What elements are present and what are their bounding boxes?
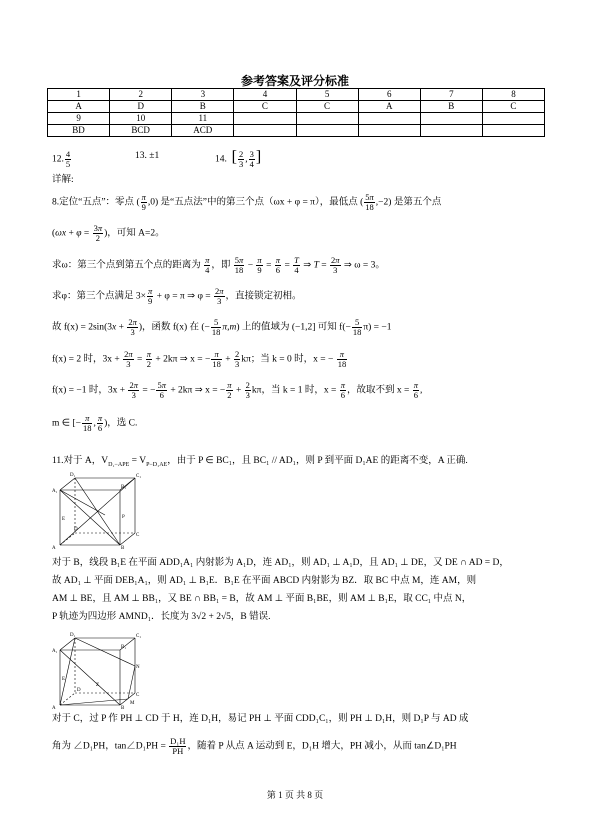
answer-row — [48, 101, 545, 113]
answer-cell: B — [420, 101, 482, 113]
answer-cell: 9 — [48, 113, 110, 125]
q8-line3: 求ω：第三个点到第五个点的距离为 $\frac{\pi}{4}$ ，即 $\frac{5\pi}{18}$ − $\frac{\pi}{9}$ = $\frac{\pi}{6}$ = $\frac{T}{4}$ ⇒ T = $\frac{2\pi}{3}$ ⇒ ω = 3。 — [52, 255, 385, 275]
answer-cell: D — [110, 101, 172, 113]
q11-a-line: 11.对于 A，$V_{D_1-APE} = V_{P-D_1AE}$，由于 P ∈ BC₁，且 BC₁ // AD₁，则 P 到平面 D₁AE 的距离不变，A 正确. — [52, 456, 468, 468]
svg-text:D₁: D₁ — [70, 633, 76, 638]
q8-line2: (ωx + φ = $\frac{3\pi}{2}$ )，可知 A=2。 — [52, 223, 165, 243]
svg-text:A₁: A₁ — [52, 489, 58, 494]
answer-cell: 6 — [358, 89, 420, 101]
svg-text:P: P — [122, 515, 125, 520]
svg-text:D: D — [77, 688, 81, 693]
svg-text:D₁: D₁ — [70, 473, 76, 478]
svg-text:E: E — [62, 677, 66, 682]
answer-cell — [482, 113, 544, 125]
answer-cell: 3 — [172, 89, 234, 101]
answer-row — [48, 113, 545, 125]
answer-cell — [358, 125, 420, 137]
svg-text:B₁: B₁ — [121, 485, 127, 490]
answer-cell: 2 — [110, 89, 172, 101]
answer-cell: 5 — [296, 89, 358, 101]
answer-cell: BD — [48, 125, 110, 137]
answer-row — [48, 89, 545, 101]
svg-text:M: M — [130, 701, 135, 706]
q11-b-line3: AM ⊥ BE，且 AM ⊥ BB₁，又 BE ∩ BB₁ = B，故 AM ⊥ 平面 B₁BE，则 AM ⊥ B₁E，取 CC₁ 中点 N， — [52, 594, 472, 604]
page-footer: 第 1 页 共 8 页 — [266, 790, 324, 800]
svg-text:B: B — [121, 706, 125, 711]
svg-text:B₁: B₁ — [121, 645, 127, 650]
svg-text:C₁: C₁ — [136, 634, 142, 639]
answer-cell: C — [296, 101, 358, 113]
svg-text:A: A — [52, 546, 56, 551]
answer-cell — [482, 125, 544, 137]
answer-cell: BCD — [110, 125, 172, 137]
answer-cell: A — [48, 101, 110, 113]
answer-cell — [358, 113, 420, 125]
q8-line6: f(x) = 2 时，3x + $\frac{2\pi}{3}$ = $\frac{\pi}{2}$ + 2kπ ⇒ x = − $\frac{\pi}{18}$ + $\frac{2}{3}$ kπ；当 k = 0 时，x = − $\frac{\pi}{18}$ — [52, 349, 347, 369]
svg-text:N: N — [136, 665, 140, 670]
answer-cell: 7 — [420, 89, 482, 101]
q8-line4: 求φ：第三个点满足 3× $\frac{\pi}{9}$ + φ = π ⇒ φ = $\frac{2\pi}{3}$ ，直接锁定初相。 — [52, 286, 302, 306]
answer-table — [47, 88, 545, 137]
q11-c-line1: 对于 C，过 P 作 PH ⊥ CD 于 H，连 D₁H，易记 PH ⊥ 平面 CDD₁C₁，则 PH ⊥ D₁H，则 D₁P 与 AD 成 — [52, 714, 469, 724]
svg-text:A₁: A₁ — [52, 649, 58, 654]
q8-line1: 8.定位“五点”：零点 ( $\frac{\pi}{9}$ ,0) 是“五点法”中的第三个点（ωx + φ = π），最低点 ( $\frac{5\pi}{18}$ ,−2) 是第五个点 — [52, 192, 442, 212]
answer-cell — [234, 113, 296, 125]
svg-text:C: C — [136, 533, 140, 538]
cube-figure-1 — [50, 470, 140, 550]
answer-cell: C — [234, 101, 296, 113]
cube-figure-2 — [50, 628, 140, 710]
svg-text:A: A — [52, 706, 56, 711]
answer-cell — [420, 125, 482, 137]
answer-cell: B — [172, 101, 234, 113]
q12-frac: $\frac{4}{5}$ — [65, 149, 71, 169]
answer-cell: 8 — [482, 89, 544, 101]
q13-answer: 13. ±1 — [135, 151, 160, 161]
q8-line5: 故 f(x) = 2sin(3x + $\frac{2\pi}{3}$ )，函数 f(x) 在 (− $\frac{5}{18}$ π,m) 上的值域为 (−1,2] 可知 f(− $\frac{5}{18}$ π) = −1 — [52, 317, 392, 337]
svg-text:C₁: C₁ — [136, 474, 142, 479]
q11-b-line2: 故 AD₁ ⊥ 平面 DEB₁A₁，则 AD₁ ⊥ B₁E．B₁E 在平面 ABCD 内射影为 BZ．取 BC 中点 M，连 AM，则 — [52, 576, 477, 586]
page-title: 参考答案及评分标准 — [240, 74, 349, 88]
q14-answer: 14. [ $\frac{2}{3}$ , $\frac{3}{4}$ ] — [215, 148, 262, 169]
q8-line8: m ∈ [− $\frac{\pi}{18}$ , $\frac{\pi}{6}$ )，选 C. — [52, 413, 138, 433]
q12-label: 12. — [52, 154, 64, 165]
svg-text:E: E — [62, 517, 66, 522]
answer-cell: 1 — [48, 89, 110, 101]
answer-row — [48, 125, 545, 137]
svg-text:C: C — [136, 693, 140, 698]
answer-cell — [234, 125, 296, 137]
answer-cell: ACD — [172, 125, 234, 137]
answer-cell: 11 — [172, 113, 234, 125]
svg-text:Z: Z — [96, 683, 100, 688]
svg-text:B: B — [121, 546, 125, 551]
answer-cell: 10 — [110, 113, 172, 125]
q8-line7: f(x) = −1 时，3x + $\frac{2\pi}{3}$ = − $\frac{5\pi}{6}$ + 2kπ ⇒ x = − $\frac{\pi}{2}$ + $\frac{2}{3}$ kπ，当 k = 1 时，x = $\frac{\pi}{6}$ ，故取不到 x = $\frac{\pi}{6}$ , — [52, 380, 423, 400]
answer-cell: 4 — [234, 89, 296, 101]
detail-label: 详解: — [52, 175, 74, 185]
svg-text:D: D — [74, 527, 78, 532]
answer-cell: C — [482, 101, 544, 113]
answer-cell — [296, 125, 358, 137]
fill-answers — [52, 150, 72, 169]
q11-b-line1: 对于 B，线段 B₁E 在平面 ADD₁A₁ 内射影为 A₁D，连 AD₁，则 AD₁ ⊥ A₁D，且 AD₁ ⊥ DE，又 DE ∩ AD = D， — [52, 558, 509, 568]
answer-cell — [420, 113, 482, 125]
q11-b-line4: P 轨迹为四边形 AMND₁．长度为 3√2 + 2√5，B 错误. — [52, 612, 271, 622]
answer-cell: A — [358, 101, 420, 113]
answer-cell — [296, 113, 358, 125]
q11-c-line2: 角为 ∠D₁PH，tan∠D₁PH = $\frac{\text{D₁H}}{PH}$ ，随着 P 从点 A 运动到 E，D₁H 增大，PH 减小，从而 tan∠D₁PH — [52, 736, 457, 756]
